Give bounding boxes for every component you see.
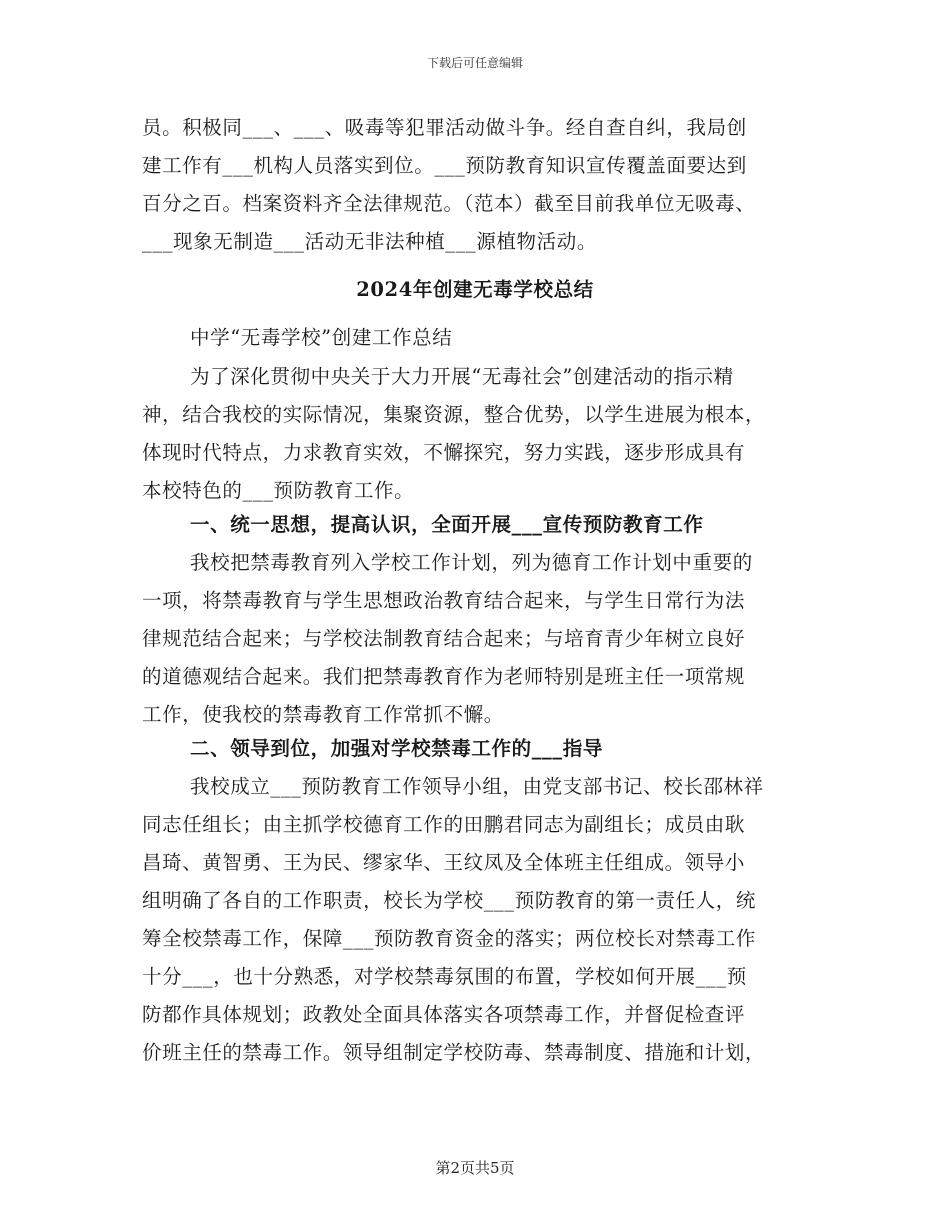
body-line: 为了深化贯彻中央关于大力开展“无毒社会”创建活动的指示精 (190, 365, 734, 388)
body-line: 体现时代特点，力求教育实效，不懈探究，努力实践，逐步形成具有 (142, 441, 746, 464)
body-line: 工作，使我校的禁毒教育工作常抓不懈。 (142, 703, 504, 726)
body-line: 组明确了各自的工作职责，校长为学校___预防教育的第一责任人，统 (142, 889, 756, 912)
body-line: 本校特色的___预防教育工作。 (142, 479, 415, 502)
body-line: 神，结合我校的实际情况，集聚资源，整合优势，以学生进展为根本， (142, 403, 766, 426)
body-line: 同志任组长；由主抓学校德育工作的田鹏君同志为副组长；成员由耿 (142, 813, 746, 836)
section-heading-1: 一、统一思想，提高认识，全面开展___宣传预防教育工作 (190, 513, 704, 536)
page-header: 下载后可任意编辑 (426, 56, 523, 70)
body-line: 建工作有___机构人员落实到位。___预防教育知识宣传覆盖面要达到 (142, 154, 747, 177)
document-title: 2024年创建无毒学校总结 (356, 278, 594, 301)
section-heading-2: 二、领导到位，加强对学校禁毒工作的___指导 (190, 737, 603, 760)
body-line: 一项，将禁毒教育与学生思想政治教育结合起来，与学生日常行为法 (142, 589, 746, 612)
body-line: 我校成立___预防教育工作领导小组，由党支部书记、校长邵林祥 (190, 775, 764, 798)
body-line: 筹全校禁毒工作，保障___预防教育资金的落实；两位校长对禁毒工作 (142, 927, 756, 950)
body-line: 员。积极同___、___、吸毒等犯罪活动做斗争。经自查自纠，我局创 (142, 116, 747, 139)
body-line: 十分___，也十分熟悉，对学校禁毒氛围的布置，学校如何开展___预 (142, 965, 747, 988)
body-line: ___现象无制造___活动无非法种植___源植物活动。 (142, 230, 597, 253)
body-line: 的道德观结合起来。我们把禁毒教育作为老师特别是班主任一项常规 (142, 665, 746, 688)
body-line: 防都作具体规划；政教处全面具体落实各项禁毒工作，并督促检查评 (142, 1003, 746, 1026)
body-line: 昌琦、黄智勇、王为民、缪家华、王纹凤及全体班主任组成。领导小 (142, 851, 746, 874)
body-line: 价班主任的禁毒工作。领导组制定学校防毒、禁毒制度、措施和计划， (142, 1041, 766, 1064)
body-line: 律规范结合起来；与学校法制教育结合起来；与培育青少年树立良好 (142, 627, 746, 650)
body-line: 百分之百。档案资料齐全法律规范。（范本）截至目前我单位无吸毒、 (142, 192, 756, 215)
page-footer: 第2页共5页 (435, 1159, 515, 1177)
subtitle-line: 中学“无毒学校”创建工作总结 (190, 326, 453, 349)
body-line: 我校把禁毒教育列入学校工作计划，列为德育工作计划中重要的 (190, 551, 753, 574)
